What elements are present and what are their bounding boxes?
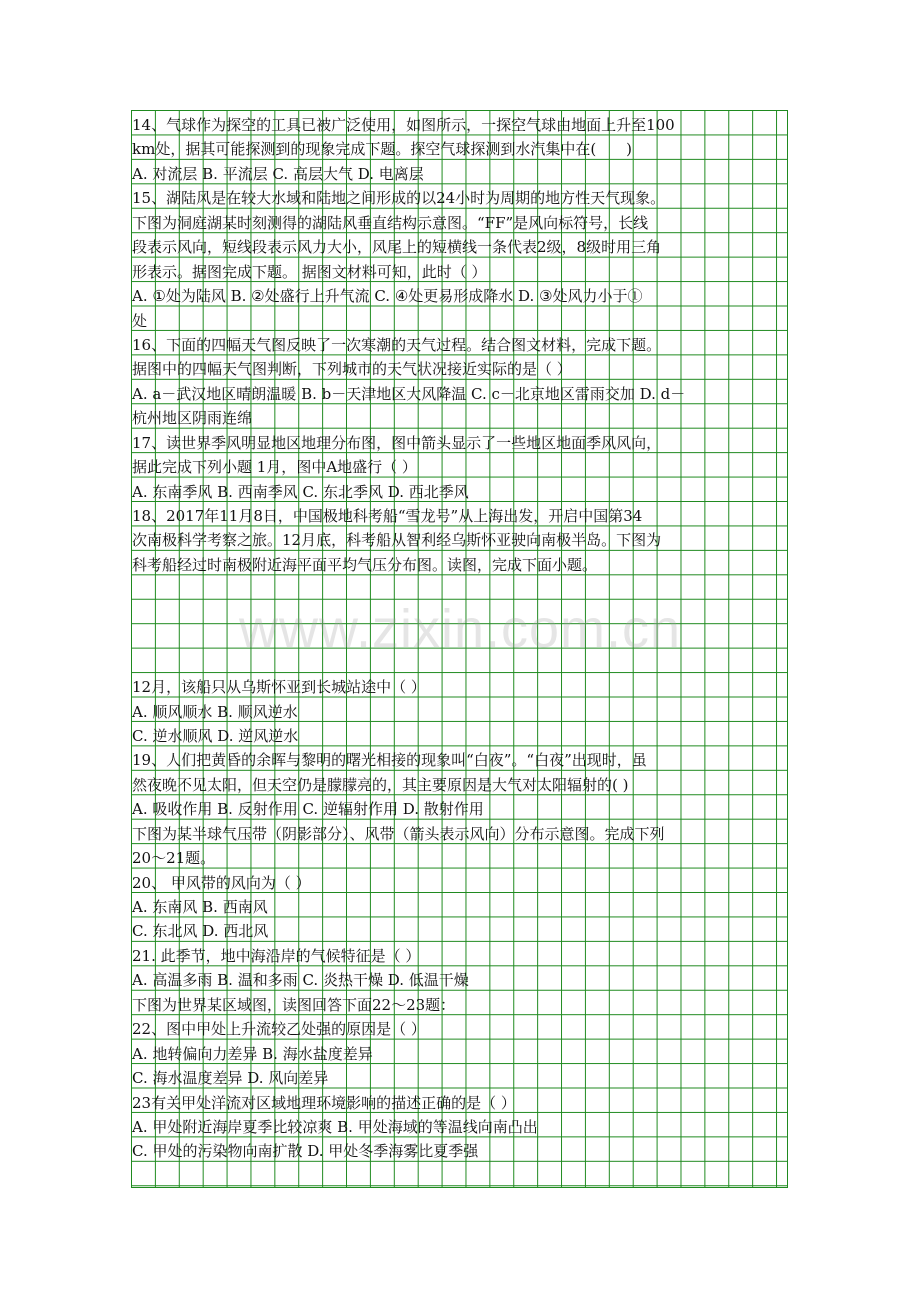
text-line: 20、 甲风带的风向为（ ） (132, 873, 311, 892)
text-line: A. 吸收作用 B. 反射作用 C. 逆辐射作用 D. 散射作用 (132, 800, 484, 819)
text-line (132, 602, 789, 626)
text-line: A. a－武汉地区晴朗温暖 B. b－天津地区大风降温 C. c－北京地区雷雨交加 D. d－ (132, 384, 686, 403)
text-line: A. 高温多雨 B. 温和多雨 C. 炎热干燥 D. 低温干燥 (132, 971, 469, 990)
text-line: C. 海水温度差异 D. 风向差异 (132, 1069, 329, 1088)
text-line: 17、读世界季风明显地区地理分布图，图中箭头显示了一些地区地面季风风向， (132, 433, 662, 452)
text-line: 20～21题。 (132, 849, 216, 868)
question-text-block (132, 113, 789, 1188)
text-line: 21. 此季节，地中海沿岸的气候特征是（ ） (132, 946, 421, 965)
text-line: 次南极科学考察之旅。12月底，科考船从智利经乌斯怀亚驶向南极半岛。下图为 (132, 531, 662, 550)
text-line: A. 东南季风 B. 西南季风 C. 东北季风 D. 西北季风 (132, 482, 469, 501)
text-line: A. ①处为陆风 B. ②处盛行上升气流 C. ④处更易形成降水 D. ③处风力小于① (132, 287, 643, 306)
text-line: 14、气球作为探空的工具已被广泛使用，如图所示，一探空气球由地面上升至100 (132, 116, 675, 134)
text-line: A. 对流层 B. 平流层 C. 高层大气 D. 电离层 (132, 164, 424, 183)
lined-answer-sheet (131, 110, 788, 1188)
text-line: 23有关甲处洋流对区域地理环境影响的描述正确的是（ ） (132, 1093, 516, 1112)
text-line: C. 逆水顺风 D. 逆风逆水 (132, 726, 299, 745)
text-line: A. 甲处附近海岸夏季比较凉爽 B. 甲处海域的等温线向南凸出 (132, 1117, 538, 1136)
text-line: 15、湖陆风是在较大水域和陆地之间形成的以24小时为周期的地方性天气现象。 (132, 189, 666, 208)
text-line: 下图为某半球气压带（阴影部分）、风带（箭头表示风向）分布示意图。完成下列 (132, 824, 665, 843)
text-line: C. 甲处的污染物向南扩散 D. 甲处冬季海雾比夏季强 (132, 1142, 479, 1161)
text-line (132, 651, 789, 675)
text-line: km处，据其可能探测到的现象完成下题。探空气球探测到水汽集中在( ) (132, 140, 633, 159)
text-line: 据图中的四幅天气图判断，下列城市的天气状况接近实际的是（ ） (132, 360, 572, 379)
text-line: A. 顺风顺水 B. 顺风逆水 (132, 702, 298, 721)
text-line: 形表示。据图完成下题。 据图文材料可知，此时（ ） (132, 262, 487, 281)
text-line (132, 1164, 789, 1188)
text-line (132, 577, 789, 601)
text-line: 处 (132, 311, 148, 330)
watermark: www.zixin.com.cn (238, 599, 682, 659)
text-line: 16、下面的四幅天气图反映了一次寒潮的天气过程。结合图文材料，完成下题。 (132, 335, 662, 354)
text-line: 下图为世界某区域图，读图回答下面22～23题： (132, 995, 456, 1014)
text-line: A. 东南风 B. 西南风 (132, 898, 268, 916)
text-line: A. 地转偏向力差异 B. 海水盐度差异 (132, 1044, 373, 1063)
text-line: 据此完成下列小题 1月，图中A地盛行（ ） (132, 458, 417, 477)
text-line: 19、人们把黄昏的余晖与黎明的曙光相接的现象叫“白夜”。“白夜”出现时，虽 (132, 751, 647, 770)
text-line (132, 626, 789, 650)
text-line: 22、图中甲处上升流较乙处强的原因是（ ） (132, 1020, 426, 1039)
text-line: 18、2017年11月8日，中国极地科考船“雪龙号”从上海出发，开启中国第34 (132, 507, 643, 525)
text-line: 12月，该船只从乌斯怀亚到长城站途中（ ） (132, 678, 426, 697)
text-line: 然夜晚不见太阳，但天空仍是朦朦亮的，其主要原因是大气对太阳辐射的( ) (132, 775, 629, 794)
text-line: 科考船经过时南极附近海平面平均气压分布图。读图，完成下面小题。 (132, 555, 598, 574)
text-line: 杭州地区阴雨连绵 (132, 409, 253, 428)
text-line: 下图为洞庭湖某时刻测得的湖陆风垂直结构示意图。“FF”是风向标符号，长线 (132, 213, 649, 232)
text-line: 段表示风向，短线段表示风力大小，风尾上的短横线一条代表2级，8级时用三角 (132, 238, 662, 257)
text-line: C. 东北风 D. 西北风 (132, 922, 269, 941)
